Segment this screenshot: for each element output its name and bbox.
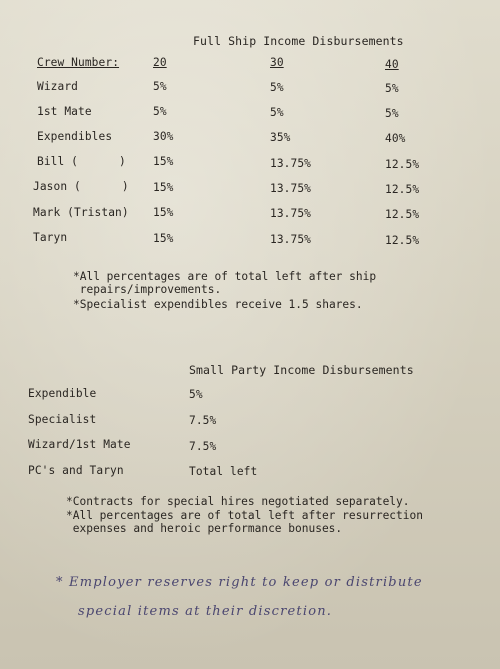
cell-wizard-20: 5% xyxy=(153,80,167,93)
small-value-wizard-1st-mate: 7.5% xyxy=(189,440,217,453)
cell-mark-20: 15% xyxy=(153,206,174,219)
cell-1st-mate-20: 5% xyxy=(153,105,167,118)
cell-1st-mate-30: 5% xyxy=(270,106,284,119)
small-label-expendible: Expendible xyxy=(28,387,97,400)
row-label-mark: Mark (Tristan) xyxy=(33,206,129,219)
cell-jason-20: 15% xyxy=(153,181,174,194)
handwritten-note-line-1: * Employer reserves right to keep or distribute xyxy=(56,575,423,590)
cell-expendibles-30: 35% xyxy=(270,131,291,144)
small-value-specialist: 7.5% xyxy=(189,414,217,427)
cell-jason-30: 13.75% xyxy=(270,182,312,195)
crew-number-header: Crew Number: xyxy=(37,56,120,69)
cell-jason-40: 12.5% xyxy=(385,183,420,196)
column-header-20: 20 xyxy=(153,56,167,69)
small-label-specialist: Specialist xyxy=(28,413,97,426)
row-label-wizard: Wizard xyxy=(37,80,79,93)
column-header-40: 40 xyxy=(385,58,399,71)
small-label-pcs-and-taryn: PC's and Taryn xyxy=(28,464,124,477)
column-header-30: 30 xyxy=(270,56,284,69)
row-label-1st-mate: 1st Mate xyxy=(37,105,92,118)
small-party-note-contracts: *Contracts for special hires negotiated separately. xyxy=(66,495,410,508)
cell-mark-30: 13.75% xyxy=(270,207,312,220)
cell-taryn-20: 15% xyxy=(153,232,174,245)
cell-1st-mate-40: 5% xyxy=(385,107,399,120)
small-value-pcs-and-taryn: Total left xyxy=(189,465,258,478)
full-ship-note-percentages: *All percentages are of total left after ship repairs/improvements. xyxy=(73,270,377,296)
cell-bill-20: 15% xyxy=(153,155,174,168)
cell-wizard-40: 5% xyxy=(385,82,399,95)
cell-wizard-30: 5% xyxy=(270,81,284,94)
cell-expendibles-40: 40% xyxy=(385,132,406,145)
cell-bill-40: 12.5% xyxy=(385,158,420,171)
row-label-taryn: Taryn xyxy=(33,231,68,244)
row-label-bill: Bill ( ) xyxy=(37,155,126,168)
small-party-title: Small Party Income Disbursements xyxy=(189,363,414,377)
cell-taryn-30: 13.75% xyxy=(270,233,312,246)
handwritten-note-line-2: special items at their discretion. xyxy=(78,604,333,619)
small-party-note-percentages: *All percentages are of total left after resurrection expenses and heroic performance bonuses. xyxy=(66,509,423,535)
cell-bill-30: 13.75% xyxy=(270,157,312,170)
row-label-jason: Jason ( ) xyxy=(33,180,129,193)
cell-mark-40: 12.5% xyxy=(385,208,420,221)
cell-expendibles-20: 30% xyxy=(153,130,174,143)
full-ship-note-specialist: *Specialist expendibles receive 1.5 shares. xyxy=(73,298,363,311)
full-ship-title: Full Ship Income Disbursements xyxy=(193,34,404,48)
cell-taryn-40: 12.5% xyxy=(385,234,420,247)
row-label-expendibles: Expendibles xyxy=(37,130,113,143)
small-value-expendible: 5% xyxy=(189,388,203,401)
small-label-wizard-1st-mate: Wizard/1st Mate xyxy=(28,438,131,451)
